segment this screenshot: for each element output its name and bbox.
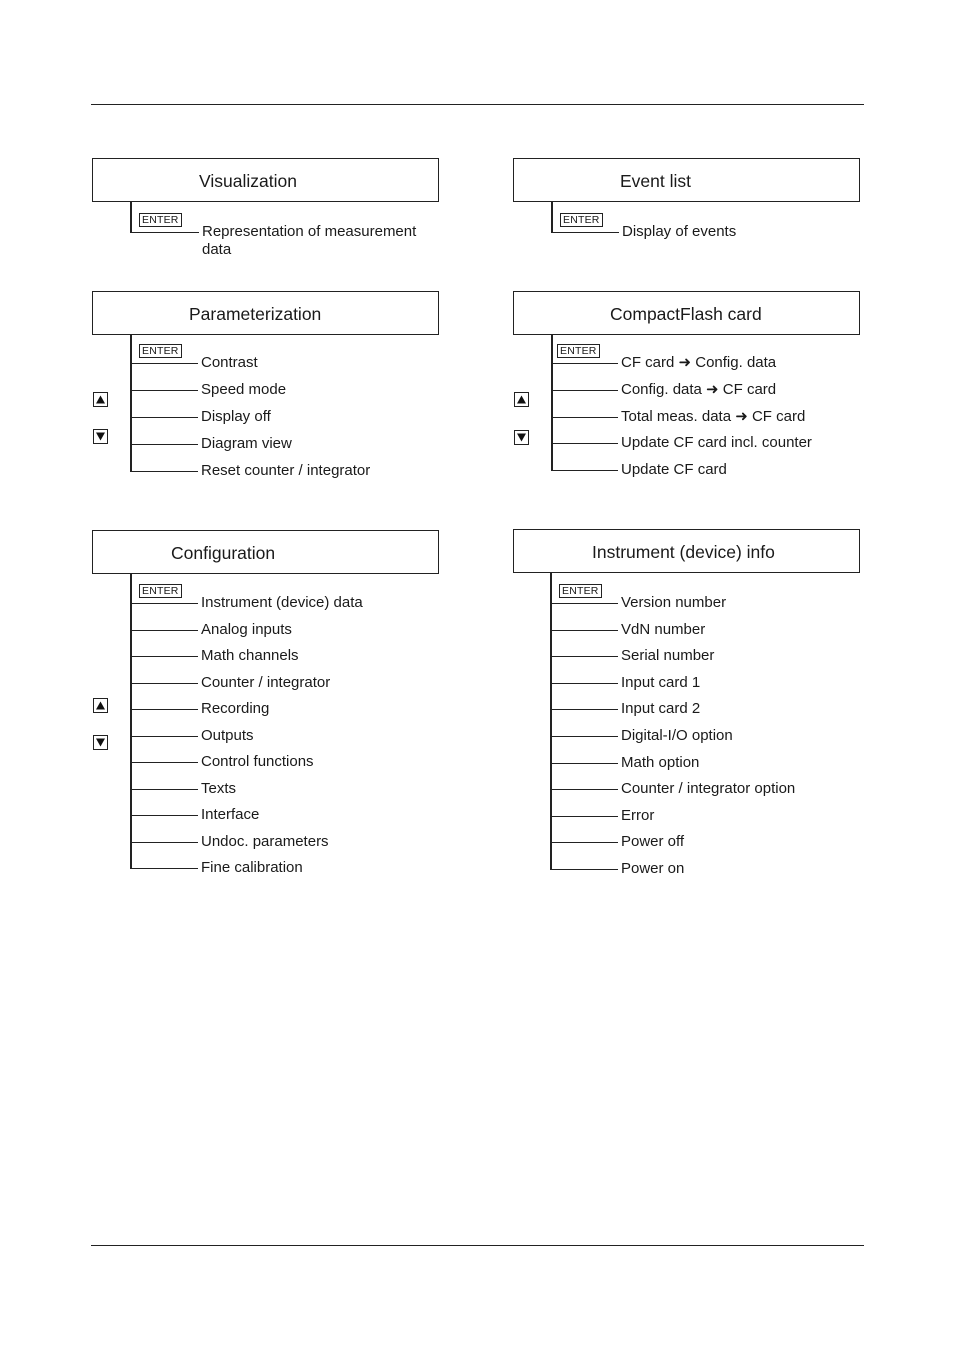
menu-item[interactable]: Input card 1	[621, 673, 701, 691]
menu-event-list-branch	[551, 232, 619, 233]
menu-item[interactable]: Undoc. parameters	[201, 832, 329, 850]
menu-configuration-title-box[interactable]	[92, 530, 439, 574]
menu-parameterization-branch	[130, 390, 198, 391]
menu-configuration-branch	[130, 789, 198, 790]
menu-instrument-device-info-branch	[550, 603, 618, 604]
menu-instrument-device-info-title: Instrument (device) info	[592, 542, 775, 562]
menu-event-list-title: Event list	[620, 171, 691, 191]
menu-item[interactable]: Interface	[201, 806, 260, 823]
up-arrow-key-icon	[93, 392, 108, 407]
menu-instrument-device-info-branch	[550, 842, 618, 843]
menu-item[interactable]: Representation of measurement data	[202, 223, 417, 258]
menu-configuration-branch	[130, 736, 198, 737]
menu-item[interactable]: Control functions	[201, 753, 314, 770]
enter-key-icon: ENTER	[559, 584, 602, 598]
menu-configuration-tree-trunk	[130, 574, 132, 869]
header-rule	[91, 104, 864, 105]
menu-instrument-device-info-branch	[550, 683, 618, 684]
menu-item[interactable]: Serial number	[621, 647, 715, 665]
up-arrow-key-icon	[514, 392, 529, 407]
menu-item[interactable]: Error	[621, 806, 655, 824]
menu-item[interactable]: Power on	[621, 860, 685, 877]
menu-configuration-title: Configuration	[171, 543, 276, 563]
enter-key-icon: ENTER	[139, 344, 182, 358]
menu-item[interactable]: CF card ➜ Config. data	[621, 354, 777, 371]
menu-configuration-branch	[130, 815, 198, 816]
up-arrow-key-icon	[93, 698, 108, 713]
menu-event-list-title-box[interactable]	[513, 158, 860, 202]
enter-key-icon: ENTER	[139, 584, 182, 598]
menu-visualization-title: Visualization	[199, 171, 297, 191]
menu-compactflash-card-branch	[551, 470, 618, 471]
menu-item[interactable]: Display of events	[622, 223, 737, 240]
menu-configuration-branch	[130, 762, 198, 763]
menu-item[interactable]: Update CF card incl. counter	[621, 434, 812, 452]
enter-key-icon: ENTER	[139, 213, 182, 227]
footer-rule	[91, 1245, 864, 1246]
menu-item[interactable]: Recording	[201, 700, 270, 717]
menu-event-list-tree-trunk	[551, 202, 553, 233]
menu-instrument-device-info-title-box[interactable]	[513, 529, 860, 573]
menu-visualization-tree-trunk	[130, 202, 132, 233]
menu-parameterization-branch	[130, 417, 198, 418]
menu-compactflash-card-branch	[551, 417, 618, 418]
menu-configuration-branch	[130, 842, 198, 843]
menu-instrument-device-info-branch	[550, 789, 618, 790]
menu-item[interactable]: Update CF card	[621, 461, 727, 479]
menu-parameterization-branch	[130, 363, 198, 364]
menu-item[interactable]: Power off	[621, 833, 685, 851]
menu-instrument-device-info-branch	[550, 763, 618, 764]
menu-configuration-branch	[130, 630, 198, 631]
menu-parameterization-branch	[130, 444, 198, 445]
menu-item[interactable]: Diagram view	[201, 435, 292, 452]
menu-parameterization-title: Parameterization	[189, 304, 322, 324]
menu-item[interactable]: VdN number	[621, 620, 706, 638]
enter-key-icon: ENTER	[560, 213, 603, 227]
menu-parameterization-title-box[interactable]	[92, 291, 439, 335]
menu-instrument-device-info-branch	[550, 816, 618, 817]
menu-item[interactable]: Speed mode	[201, 381, 287, 398]
menu-instrument-device-info-branch	[550, 736, 618, 737]
menu-item[interactable]: Analog inputs	[201, 620, 292, 638]
down-arrow-key-icon	[93, 429, 108, 444]
menu-instrument-device-info-branch	[550, 630, 618, 631]
menu-instrument-device-info-tree-trunk	[550, 573, 552, 870]
enter-key-icon: ENTER	[557, 344, 600, 358]
menu-item[interactable]: Fine calibration	[201, 859, 303, 876]
menu-compactflash-card-branch	[551, 390, 618, 391]
menu-item[interactable]: Counter / integrator option	[621, 780, 796, 798]
menu-item[interactable]: Contrast	[201, 354, 258, 371]
menu-instrument-device-info-branch	[550, 656, 618, 657]
menu-item[interactable]: Version number	[621, 594, 727, 611]
menu-compactflash-card-title: CompactFlash card	[610, 304, 762, 324]
menu-visualization-title-box[interactable]	[92, 158, 439, 202]
menu-item[interactable]: Digital-I/O option	[621, 727, 733, 744]
menu-configuration-branch	[130, 709, 198, 710]
menu-item[interactable]: Config. data ➜ CF card	[621, 380, 777, 398]
menu-item[interactable]: Input card 2	[621, 700, 701, 718]
menu-compactflash-card-title-box[interactable]	[513, 291, 860, 335]
menu-compactflash-card-branch	[551, 443, 618, 444]
menu-visualization-branch	[130, 232, 199, 233]
menu-instrument-device-info-branch	[550, 869, 618, 870]
menu-instrument-device-info-branch	[550, 709, 618, 710]
menu-item[interactable]: Display off	[201, 408, 271, 425]
menu-compactflash-card-tree-trunk	[551, 335, 553, 471]
menu-item[interactable]: Counter / integrator	[201, 673, 331, 691]
menu-item[interactable]: Total meas. data ➜ CF card	[621, 407, 806, 425]
menu-compactflash-card-branch	[551, 363, 618, 364]
down-arrow-key-icon	[93, 735, 108, 750]
menu-item[interactable]: Math channels	[201, 647, 299, 664]
menu-item[interactable]: Texts	[201, 779, 237, 797]
menu-configuration-branch	[130, 656, 198, 657]
menu-item[interactable]: Outputs	[201, 726, 254, 744]
menu-parameterization-tree-trunk	[130, 335, 132, 472]
menu-item[interactable]: Reset counter / integrator	[201, 462, 371, 479]
menu-item[interactable]: Math option	[621, 753, 700, 771]
menu-configuration-branch	[130, 603, 198, 604]
down-arrow-key-icon	[514, 430, 529, 445]
menu-configuration-branch	[130, 683, 198, 684]
menu-item[interactable]: Instrument (device) data	[201, 594, 363, 611]
menu-parameterization-branch	[130, 471, 198, 472]
menu-configuration-branch	[130, 868, 198, 869]
